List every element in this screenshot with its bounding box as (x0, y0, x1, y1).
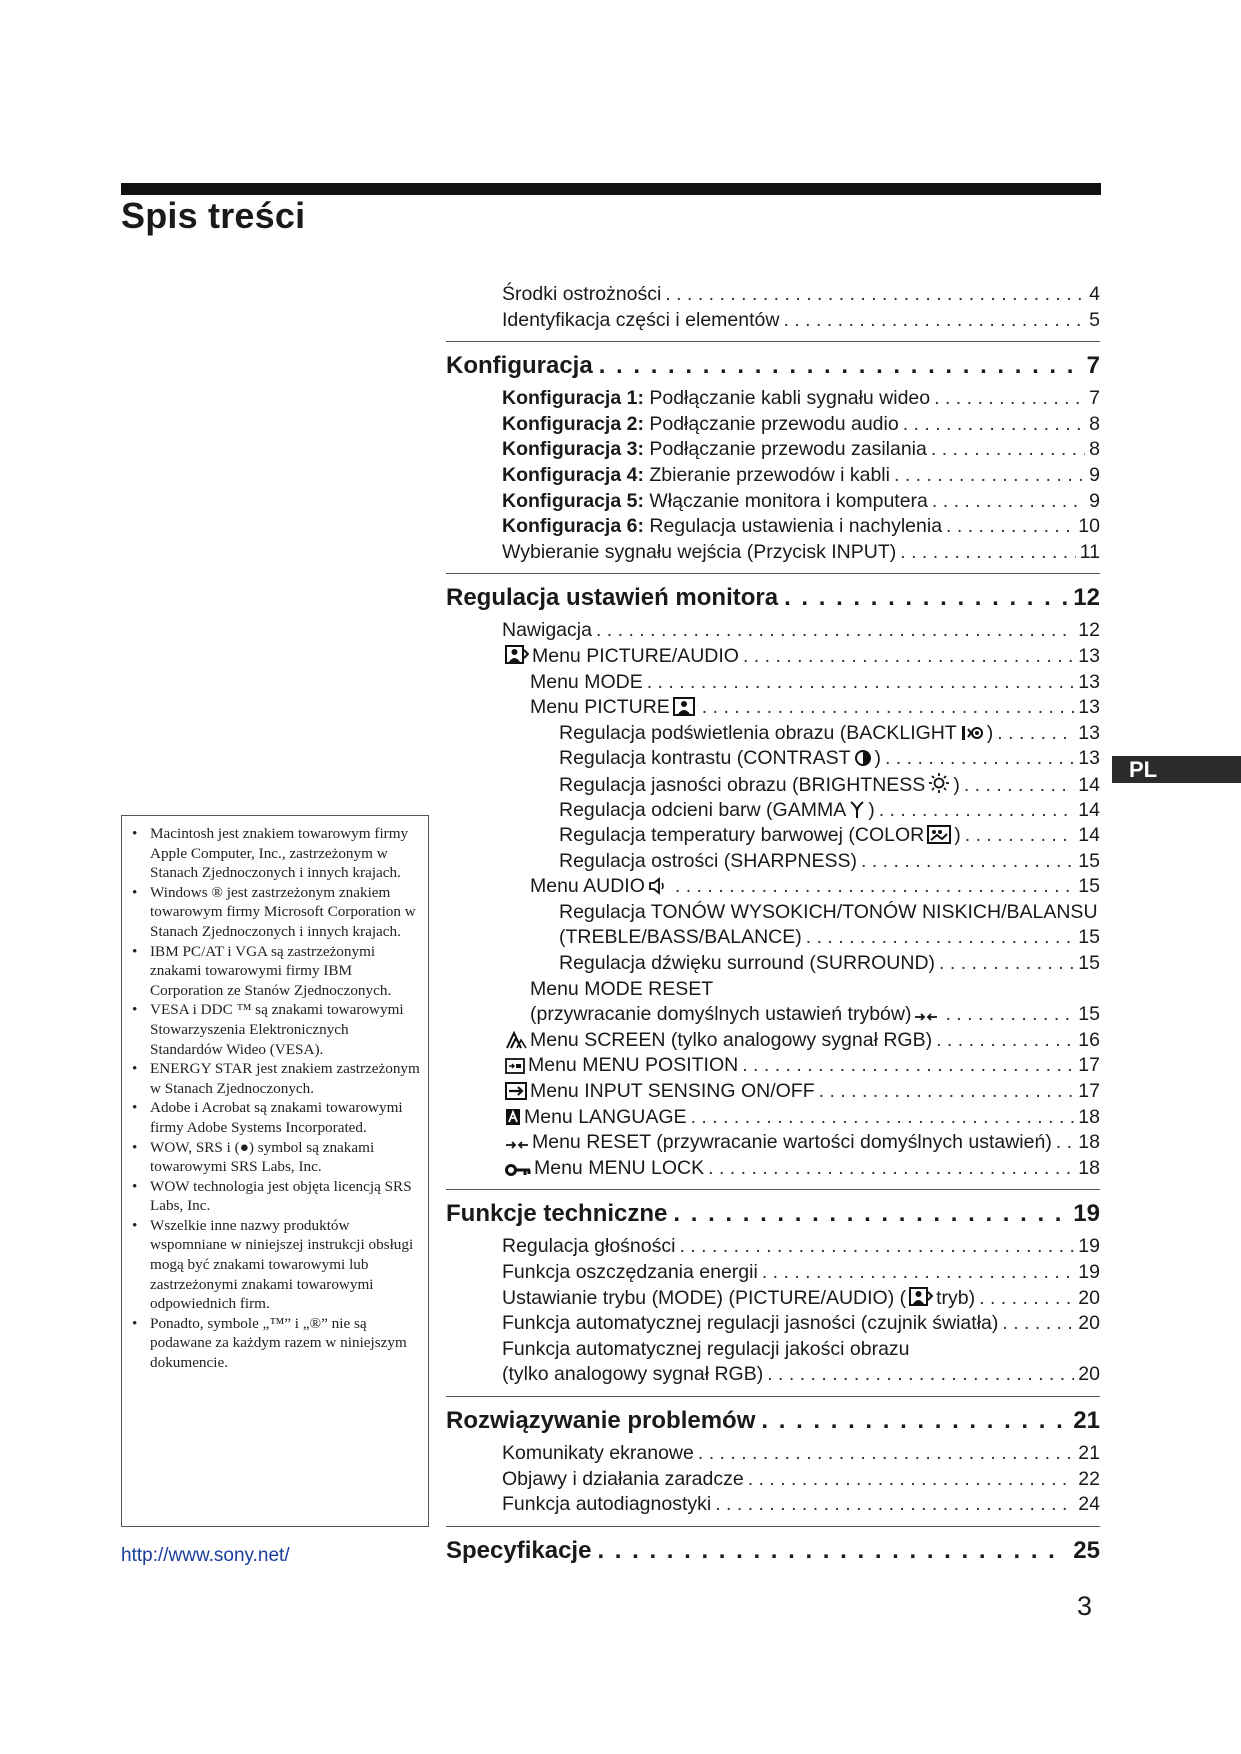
trademark-note: • Macintosh jest znakiem towarowym firmy Apple Computer, Inc., zastrzeżonym w Stanach Zjednoczonych i innych krajach. (132, 824, 420, 883)
page-number: 3 (1077, 1591, 1093, 1621)
toc-entry-menu-audio[interactable]: Menu AUDIO . . . 15 (446, 874, 1100, 900)
toc-entry-precautions[interactable]: Środki ostrożności . . . 4 (446, 282, 1100, 308)
toc-entry-volume[interactable]: Regulacja głośności . . . 19 (446, 1234, 1100, 1260)
picture-icon (673, 697, 695, 716)
reset-arrows-icon (914, 1011, 938, 1023)
speaker-icon (648, 877, 668, 895)
toc-entry-onscreen-messages[interactable]: Komunikaty ekranowe . . . 21 (446, 1441, 1100, 1467)
picture-audio-icon (505, 645, 529, 665)
toc-entry-color[interactable]: Regulacja temperatury barwowej (COLOR ) . . . 14 (446, 823, 1100, 849)
toc-entry-menu-mode[interactable]: Menu MODE . . . 13 (446, 670, 1100, 696)
trademark-note: • IBM PC/AT i VGA są zastrzeżonymi znakami towarowymi firmy IBM Corporation ze Stanów Zjednoczonych. (132, 942, 420, 1001)
toc-entry-setup-6[interactable]: Konfiguracja 6: Regulacja ustawienia i nachylenia . . . 10 (446, 514, 1100, 540)
menu-position-icon (505, 1058, 525, 1074)
toc-entry-gamma[interactable]: Regulacja odcieni barw (GAMMA ) . . . 14 (446, 798, 1100, 824)
toc-entry-self-diagnosis[interactable]: Funkcja autodiagnostyki . . . 24 (446, 1492, 1100, 1518)
trademark-note: • VESA i DDC ™ są znakami towarowymi Stowarzyszenia Elektronicznych Standardów Wideo (VESA). (132, 1000, 420, 1059)
brightness-icon (928, 772, 950, 794)
trademark-note: • Wszelkie inne nazwy produktów wspomniane w niniejszej instrukcji obsługi mogą być znakami towarowymi lub zastrzeżonymi znakami towarowymi odpowiednich firm. (132, 1216, 420, 1314)
toc-entry-language[interactable]: Menu LANGUAGE . . . 18 (446, 1105, 1100, 1131)
table-of-contents (446, 282, 1100, 1569)
input-sensing-icon (505, 1082, 527, 1100)
toc-entry-parts-identification[interactable]: Identyfikacja części i elementów . . . 5 (446, 308, 1100, 334)
toc-entry-mode-reset[interactable]: (przywracanie domyślnych ustawień trybów) . . . 15 (446, 1002, 1100, 1028)
toc-entry-auto-quality[interactable]: (tylko analogowy sygnał RGB) . . . 20 (446, 1362, 1100, 1388)
section-heading-konfiguracja[interactable]: Konfiguracja . . . 7 (446, 348, 1100, 384)
section-funkcje (446, 1189, 1100, 1388)
toc-entry-backlight[interactable]: Regulacja podświetlenia obrazu (BACKLIGHT ) . . . 13 (446, 721, 1100, 747)
trademark-note: • Adobe i Acrobat są znakami towarowymi firmy Adobe Systems Incorporated. (132, 1098, 420, 1137)
section-specyfikacje (446, 1526, 1100, 1569)
toc-entry-picture-audio[interactable]: Menu PICTURE/AUDIO . . . 13 (446, 644, 1100, 670)
toc-entry-setup-3[interactable]: Konfiguracja 3: Podłączanie przewodu zasilania . . . 8 (446, 437, 1100, 463)
toc-entry-setup-1[interactable]: Konfiguracja 1: Podłączanie kabli sygnału wideo . . . 7 (446, 386, 1100, 412)
color-temperature-icon (927, 825, 951, 844)
toc-entry-power-saving[interactable]: Funkcja oszczędzania energii . . . 19 (446, 1260, 1100, 1286)
toc-entry-menu-picture[interactable]: Menu PICTURE . . . 13 (446, 695, 1100, 721)
toc-entry-setup-4[interactable]: Konfiguracja 4: Zbieranie przewodów i kabli . . . 9 (446, 463, 1100, 489)
contrast-icon (854, 749, 872, 767)
toc-entry-navigation[interactable]: Nawigacja . . . 12 (446, 618, 1100, 644)
screen-icon (505, 1031, 527, 1049)
toc-entry-sharpness[interactable]: Regulacja ostrości (SHARPNESS) . . . 15 (446, 849, 1100, 875)
trademark-note: • WOW technologia jest objęta licencją SRS Labs, Inc. (132, 1177, 420, 1216)
language-tab: PL (1112, 756, 1241, 783)
toc-entry-setup-2[interactable]: Konfiguracja 2: Podłączanie przewodu audio . . . 8 (446, 412, 1100, 438)
picture-audio-icon (909, 1287, 933, 1307)
toc-entry-treble-title[interactable]: Regulacja TONÓW WYSOKICH/TONÓW NISKICH/BALANSU (559, 900, 1098, 923)
language-icon (505, 1108, 521, 1126)
toc-entry-treble[interactable]: (TREBLE/BASS/BALANCE) . . . 15 (446, 925, 1100, 951)
section-heading-specyfikacje[interactable]: Specyfikacje . . . 25 (446, 1533, 1100, 1569)
gamma-icon (849, 799, 865, 819)
toc-entry-menu-lock[interactable]: Menu MENU LOCK . . . 18 (446, 1156, 1100, 1182)
section-heading-rozwiazywanie[interactable]: Rozwiązywanie problemów . . . 21 (446, 1403, 1100, 1439)
toc-entry-menu-position[interactable]: Menu MENU POSITION . . . 17 (446, 1053, 1100, 1079)
toc-entry-input-sensing[interactable]: Menu INPUT SENSING ON/OFF . . . 17 (446, 1079, 1100, 1105)
trademark-note: • WOW, SRS i (●) symbol są znakami towarowymi SRS Labs, Inc. (132, 1138, 420, 1177)
section-konfiguracja (446, 341, 1100, 565)
trademark-note: • Windows ® jest zastrzeżonym znakiem towarowym firmy Microsoft Corporation w Stanach Zjednoczonych i innych krajach. (132, 883, 420, 942)
toc-entry-brightness[interactable]: Regulacja jasności obrazu (BRIGHTNESS ) . . . 14 (446, 772, 1100, 798)
toc-entry-reset[interactable]: Menu RESET (przywracanie wartości domyślnych ustawień) . . . 18 (446, 1130, 1100, 1156)
reset-icon (505, 1139, 529, 1151)
toc-entry-surround[interactable]: Regulacja dźwięku surround (SURROUND) . . . 15 (446, 951, 1100, 977)
section-regulacja (446, 573, 1100, 1181)
toc-entry-auto-brightness[interactable]: Funkcja automatycznej regulacji jasności (czujnik światła) . . . 20 (446, 1311, 1100, 1337)
toc-entry-contrast[interactable]: Regulacja kontrastu (CONTRAST ) . . . 13 (446, 746, 1100, 772)
trademark-notes (121, 815, 429, 1527)
trademark-note: • Ponadto, symbole „™” i „®” nie są podawane za każdym razem w niniejszym dokumencie. (132, 1314, 420, 1373)
sony-website-link[interactable]: http://www.sony.net/ (121, 1545, 290, 1566)
toc-entry-mode-reset-title[interactable]: Menu MODE RESET (530, 977, 714, 1000)
toc-entry-input-select[interactable]: Wybieranie sygnału wejścia (Przycisk INPUT) . . . 11 (446, 540, 1100, 566)
key-icon (505, 1163, 531, 1177)
toc-entry-setup-5[interactable]: Konfiguracja 5: Włączanie monitora i komputera . . . 9 (446, 489, 1100, 515)
toc-entry-auto-quality-title[interactable]: Funkcja automatycznej regulacji jakości obrazu (502, 1337, 910, 1360)
toc-entry-symptoms[interactable]: Objawy i działania zaradcze . . . 22 (446, 1467, 1100, 1493)
section-heading-funkcje[interactable]: Funkcje techniczne . . . 19 (446, 1196, 1100, 1232)
section-rozwiazywanie (446, 1396, 1100, 1518)
top-rule (121, 183, 1101, 195)
toc-entry-screen[interactable]: Menu SCREEN (tylko analogowy sygnał RGB) . . . 16 (446, 1028, 1100, 1054)
backlight-icon (960, 724, 984, 742)
toc-entry-mode-setting[interactable]: Ustawianie trybu (MODE) (PICTURE/AUDIO) ( tryb) . . . 20 (446, 1286, 1100, 1312)
trademark-note: • ENERGY STAR jest znakiem zastrzeżonym w Stanach Zjednoczonych. (132, 1059, 420, 1098)
page-title: Spis treści (121, 195, 306, 236)
section-heading-regulacja[interactable]: Regulacja ustawień monitora . . . 12 (446, 580, 1100, 616)
